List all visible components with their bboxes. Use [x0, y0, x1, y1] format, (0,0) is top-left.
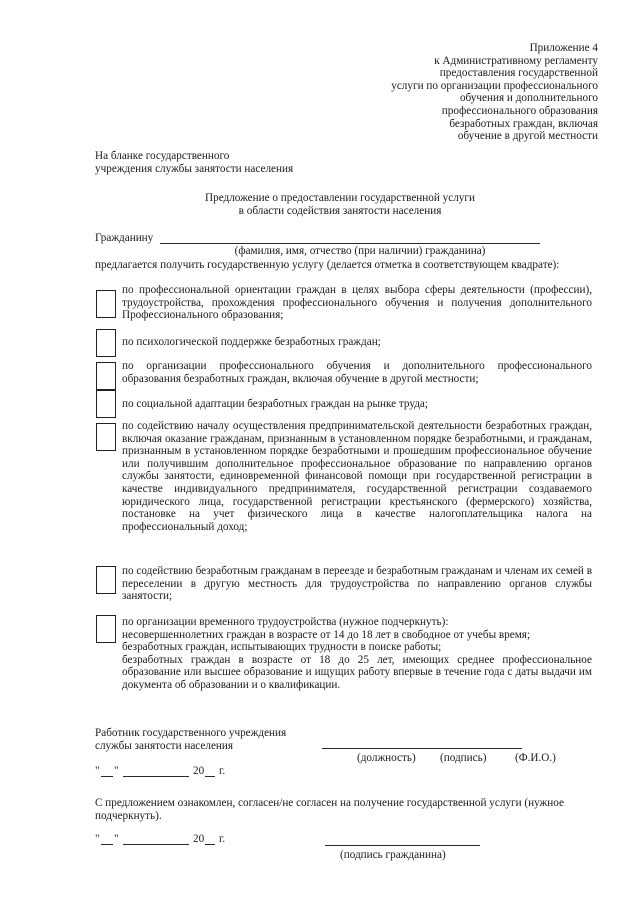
title-line: в области содействия занятости населения [238, 204, 442, 217]
option-checkbox-social-adaptation[interactable] [96, 390, 116, 418]
citizen-caption: (фамилия, имя, отчество (при наличии) гражданина) [234, 245, 486, 257]
option-text-social-adaptation: по социальной адаптации безработных граждан на рынке труда; [122, 398, 428, 410]
date-year-prefix: 20 [193, 833, 205, 845]
date-year-field[interactable] [205, 844, 215, 845]
option-text-entrepreneurship: по содействию началу осуществления предпринимательской деятельности безработных граждан, включая оказание гражданам, признанным в установленном порядке безработными, и гражданам, признанным в установленном порядке безработными и прошедшим профессиональное обучение или получившим дополнительное профессиональное образование по направлению органов службы занятости, единовременной финансовой помощи при государственной регистрации в качестве индивидуального предпринимателя, государственной регистрации создаваемого юридического лица, государственной регистрации крестьянского (фермерского) хозяйства, постановке на учет физического лица в качестве налогоплательщика налога на профессиональный доход; [122, 420, 592, 533]
option-text-career-guidance: по профессиональной ориентации граждан в целях выбора сферы деятельности (профессии), трудоустройства, прохождения профессионального обучения и получения дополнительного Профессионального образования; [122, 284, 592, 322]
worker-caption-signature: (подпись) [440, 752, 487, 764]
temporary-employment-line: по организации временного трудоустройства (нужное подчеркнуть): [122, 616, 449, 628]
appendix-line: обучение в другой местности [457, 130, 598, 143]
appendix-line: Приложение 4 [529, 42, 598, 54]
letterhead [95, 150, 355, 175]
option-text-vocational-training: по организации профессионального обучения и дополнительного профессионального образования безработных граждан, включая обучение в другой местности; [122, 360, 592, 385]
temporary-employment-graduates[interactable]: безработных граждан в возрасте от 18 до 25 лет, имеющих среднее профессиональное образование или высшее образование и ищущих работу впервые в течение года с даты выдачи им документа об образовании и о квалификации. [122, 653, 592, 691]
letterhead-line: На бланке государственного [95, 150, 230, 162]
date-month-field[interactable] [123, 844, 189, 845]
consent-text: С предложением ознакомлен, согласен/не согласен на получение государственной услуги (нужное подчеркнуть). [95, 797, 564, 822]
date-quote-close: " [114, 833, 119, 845]
date-worker [95, 765, 295, 779]
citizen-name-field[interactable] [160, 243, 540, 244]
date-quote-open: " [95, 765, 100, 777]
date-year-suffix: г. [219, 833, 226, 845]
option-text-relocation: по содействию безработным гражданам в переезде и безработным гражданам и членам их семей в переселении в другую местность для трудоустройства по направлению органов службы занятости; [122, 565, 592, 603]
temporary-employment-minors[interactable]: несовершеннолетних граждан в возрасте от 14 до 18 лет в свободное от учебы время; [122, 628, 531, 641]
date-day-field[interactable] [101, 776, 113, 777]
worker-line: Работник государственного учреждения [95, 727, 287, 739]
date-month-field[interactable] [123, 776, 189, 777]
date-day-field[interactable] [101, 844, 113, 845]
appendix-line: услуги по организации профессионального [391, 79, 598, 92]
date-year-prefix: 20 [193, 765, 205, 777]
appendix-line: профессионального образования [441, 104, 598, 117]
option-text-psychological-support: по психологической поддержке безработных граждан; [122, 336, 381, 348]
letterhead-line: учреждения службы занятости населения [95, 162, 294, 175]
appendix-line: обучения и дополнительного [459, 92, 598, 105]
appendix-line: к Административному регламенту [434, 54, 598, 67]
option-checkbox-entrepreneurship[interactable] [96, 423, 116, 451]
date-quote-close: " [114, 765, 119, 777]
date-year-suffix: г. [219, 765, 226, 777]
option-checkbox-temporary-employment[interactable] [96, 615, 116, 643]
worker-signature-field[interactable] [322, 748, 522, 749]
option-checkbox-psychological-support[interactable] [96, 329, 116, 357]
date-year-field[interactable] [205, 776, 215, 777]
option-checkbox-relocation[interactable] [96, 566, 116, 594]
citizen-signature-field[interactable] [325, 845, 480, 846]
worker-caption-position: (должность) [357, 752, 416, 764]
date-quote-open: " [95, 833, 100, 845]
citizen-label: Гражданину [95, 232, 154, 244]
citizen-signature-caption: (подпись гражданина) [340, 849, 446, 861]
citizen-intro: предлагается получить государственную услугу (делается отметка в соответствующем квадрате): [95, 259, 560, 271]
option-checkbox-career-guidance[interactable] [96, 290, 116, 318]
worker-caption-name: (Ф.И.О.) [515, 752, 556, 764]
option-checkbox-vocational-training[interactable] [96, 362, 116, 390]
option-text-temporary-employment [122, 616, 592, 692]
document-title [150, 192, 530, 217]
appendix-header [298, 42, 598, 143]
worker-block [95, 727, 335, 752]
temporary-employment-difficulties[interactable]: безработных граждан, испытывающих трудности в поиске работы; [122, 641, 442, 654]
appendix-line: предоставления государственной [439, 67, 598, 80]
date-citizen [95, 833, 295, 847]
title-line: Предложение о предоставлении государственной услуги [205, 192, 475, 204]
worker-line: службы занятости населения [95, 739, 234, 752]
appendix-line: безработных граждан, включая [449, 117, 598, 130]
